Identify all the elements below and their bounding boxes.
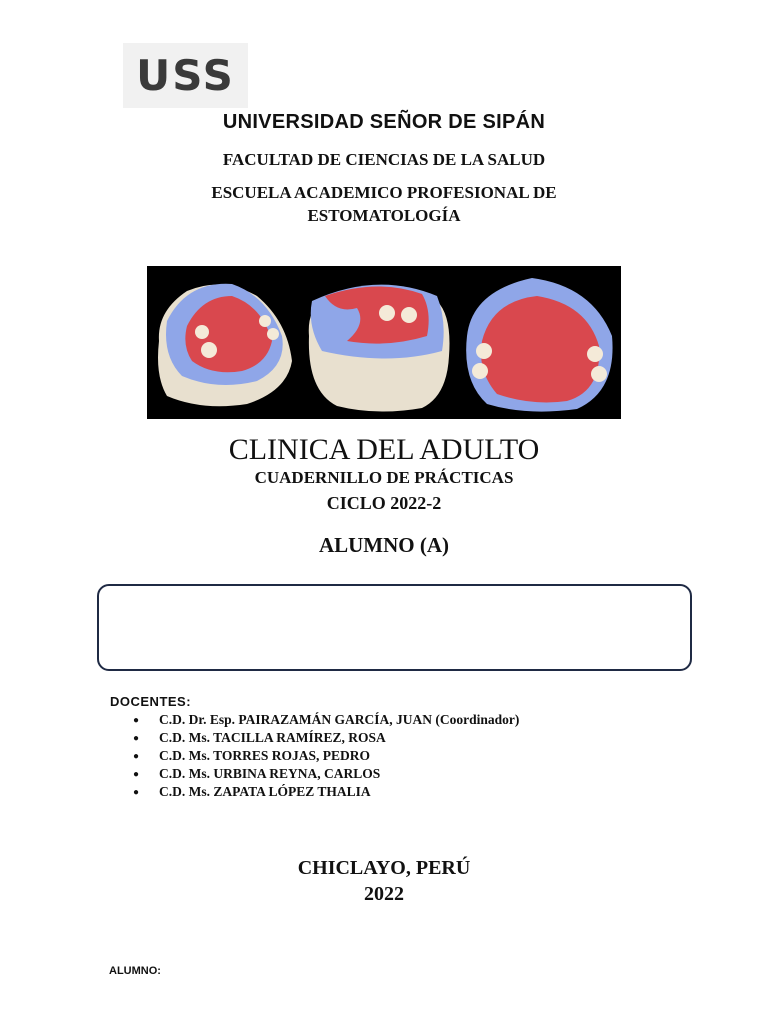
document-subtitle: CUADERNILLO DE PRÁCTICAS: [254, 468, 514, 487]
document-title: CLINICA DEL ADULTO: [228, 433, 540, 466]
university-name: UNIVERSIDAD SEÑOR DE SIPÁN: [222, 111, 546, 133]
logo-text: USS: [136, 50, 235, 100]
bullet-icon: ●: [133, 715, 140, 726]
tooth: [259, 315, 271, 327]
dental-model-middle: [309, 285, 450, 412]
student-heading: ALUMNO (A): [318, 533, 450, 557]
tooth: [267, 328, 279, 340]
docente-name: C.D. Ms. TACILLA RAMÍREZ, ROSA: [159, 730, 386, 745]
bullet-icon: ●: [133, 769, 140, 780]
docente-name: C.D. Dr. Esp. PAIRAZAMÁN GARCÍA, JUAN (Coordinador): [159, 712, 520, 727]
tooth: [587, 346, 603, 362]
bullet-icon: ●: [133, 787, 140, 798]
faculty-name: FACULTAD DE CIENCIAS DE LA SALUD: [222, 150, 546, 169]
docente-item: [133, 711, 519, 729]
dental-models-photo: [147, 266, 621, 419]
school-name-line-1: ESCUELA ACADEMICO PROFESIONAL DE: [211, 183, 557, 202]
docente-name: C.D. Ms. ZAPATA LÓPEZ THALIA: [159, 784, 371, 799]
tooth: [201, 342, 217, 358]
tooth: [195, 325, 209, 339]
docente-item: [133, 783, 519, 801]
docentes-label: DOCENTES:: [110, 694, 192, 709]
school-name-line-2: ESTOMATOLOGÍA: [307, 206, 461, 225]
school-name: [0, 181, 768, 227]
docente-item: [133, 765, 519, 783]
tooth: [476, 343, 492, 359]
tooth: [591, 366, 607, 382]
university-logo: [123, 43, 248, 108]
docente-item: [133, 729, 519, 747]
academic-cycle: CICLO 2022-2: [326, 493, 442, 513]
city-label: CHICLAYO, PERÚ: [297, 857, 471, 879]
docente-name: C.D. Ms. URBINA REYNA, CARLOS: [159, 766, 381, 781]
bullet-icon: ●: [133, 733, 140, 744]
tooth: [379, 305, 395, 321]
docente-name: C.D. Ms. TORRES ROJAS, PEDRO: [159, 748, 371, 763]
tooth: [401, 307, 417, 323]
year-label: 2022: [364, 883, 404, 905]
bullet-icon: ●: [133, 751, 140, 762]
docente-item: [133, 747, 519, 765]
docentes-list: [133, 711, 519, 801]
student-label: ALUMNO:: [109, 965, 161, 977]
tooth: [472, 363, 488, 379]
student-name-box[interactable]: [97, 584, 692, 671]
